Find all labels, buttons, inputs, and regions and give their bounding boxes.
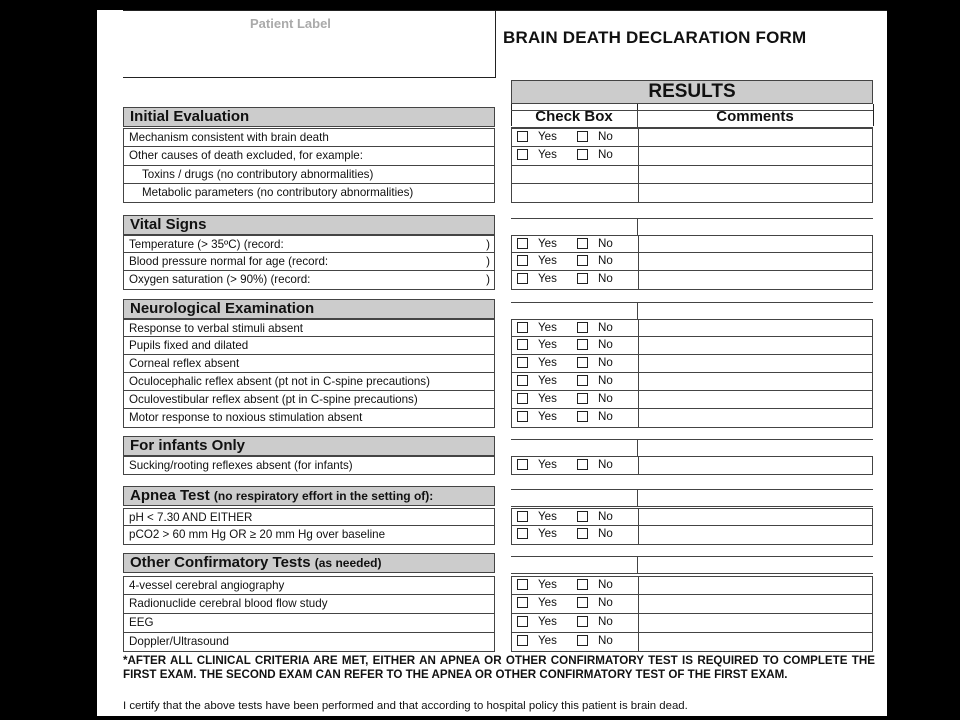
- results-spacer-row: [511, 302, 873, 320]
- result-row: [511, 337, 873, 355]
- results-right-border: [873, 104, 874, 126]
- section-header: [123, 215, 495, 235]
- no-checkbox[interactable]: [577, 149, 588, 160]
- criteria-row-label: [123, 235, 495, 253]
- criteria-text: Corneal reflex absent: [129, 357, 240, 370]
- no-checkbox[interactable]: [577, 616, 588, 627]
- criteria-text: Oculocephalic reflex absent (pt not in C-spine precautions): [129, 375, 430, 388]
- criteria-text: Mechanism consistent with brain death: [129, 131, 329, 144]
- result-row: [511, 355, 873, 373]
- section-title: Other Confirmatory Tests: [130, 554, 311, 571]
- yes-label: Yes: [538, 392, 557, 405]
- criteria-text: pCO2 > 60 mm Hg OR ≥ 20 mm Hg over baseline: [129, 528, 386, 541]
- checkbox-column-header: Check Box: [535, 108, 613, 125]
- no-checkbox[interactable]: [577, 635, 588, 646]
- no-label: No: [598, 510, 613, 523]
- yes-checkbox[interactable]: [517, 375, 528, 386]
- comments-column-header: Comments: [716, 108, 794, 125]
- result-row: [511, 128, 873, 147]
- criteria-row-label: [123, 184, 495, 203]
- no-label: No: [598, 338, 613, 351]
- yes-checkbox[interactable]: [517, 149, 528, 160]
- header-divider: [495, 10, 496, 78]
- result-row: [511, 633, 873, 652]
- comments-cell[interactable]: [639, 320, 872, 336]
- yes-checkbox[interactable]: [517, 339, 528, 350]
- yes-checkbox[interactable]: [517, 616, 528, 627]
- criteria-row-label: [123, 409, 495, 428]
- result-row: [511, 391, 873, 409]
- section-header: [123, 107, 495, 127]
- yes-checkbox[interactable]: [517, 511, 528, 522]
- no-label: No: [598, 321, 613, 334]
- yes-label: Yes: [538, 254, 557, 267]
- yes-checkbox[interactable]: [517, 597, 528, 608]
- result-row: [511, 147, 873, 166]
- comments-cell[interactable]: [639, 509, 872, 525]
- criteria-text: Other causes of death excluded, for example:: [129, 149, 363, 162]
- criteria-row-label: [123, 373, 495, 391]
- no-checkbox[interactable]: [577, 273, 588, 284]
- no-label: No: [598, 374, 613, 387]
- result-row: [511, 373, 873, 391]
- footnote: *AFTER ALL CLINICAL CRITERIA ARE MET, EITHER AN APNEA OR OTHER CONFIRMATORY TEST IS REQUIRED TO COMPLETE THE FIRST EXAM. THE SECOND EXAM CAN REFER TO THE APNEA OR OTHER CONFIRMATORY TEST OF THE FIRST EXAM.: [123, 654, 875, 681]
- yes-checkbox[interactable]: [517, 255, 528, 266]
- no-checkbox[interactable]: [577, 579, 588, 590]
- results-divider: [637, 490, 638, 506]
- yes-checkbox[interactable]: [517, 238, 528, 249]
- header-top-rule: [123, 10, 887, 11]
- criteria-text: Sucking/rooting reflexes absent (for infants): [129, 459, 353, 472]
- yes-checkbox[interactable]: [517, 411, 528, 422]
- yes-label: Yes: [538, 130, 557, 143]
- criteria-row-label: [123, 128, 495, 147]
- results-spacer-row: [511, 110, 873, 128]
- criteria-row-label: [123, 595, 495, 614]
- yes-label: Yes: [538, 458, 557, 471]
- no-label: No: [598, 458, 613, 471]
- section-header: [123, 486, 495, 506]
- results-spacer-row: [511, 556, 873, 574]
- no-checkbox[interactable]: [577, 322, 588, 333]
- record-close-paren: ): [486, 255, 490, 268]
- no-label: No: [598, 130, 613, 143]
- results-divider: [637, 440, 638, 456]
- section-header: [123, 553, 495, 573]
- criteria-text: Response to verbal stimuli absent: [129, 322, 303, 335]
- criteria-row-label: [123, 633, 495, 652]
- yes-label: Yes: [538, 578, 557, 591]
- yes-label: Yes: [538, 596, 557, 609]
- yes-label: Yes: [538, 410, 557, 423]
- criteria-text: Oxygen saturation (> 90%) (record:: [129, 273, 311, 286]
- no-label: No: [598, 237, 613, 250]
- yes-label: Yes: [538, 272, 557, 285]
- criteria-text: Doppler/Ultrasound: [129, 635, 229, 648]
- section-title: Apnea Test: [130, 487, 210, 504]
- result-row: [511, 526, 873, 545]
- comments-cell[interactable]: [639, 373, 872, 390]
- criteria-row-label: [123, 355, 495, 373]
- header-bottom-rule: [123, 77, 495, 78]
- yes-checkbox[interactable]: [517, 357, 528, 368]
- no-label: No: [598, 148, 613, 161]
- results-divider: [637, 219, 638, 235]
- comments-cell[interactable]: [639, 271, 872, 289]
- yes-checkbox[interactable]: [517, 131, 528, 142]
- no-checkbox[interactable]: [577, 339, 588, 350]
- no-label: No: [598, 410, 613, 423]
- result-row: [511, 253, 873, 271]
- result-row: [511, 271, 873, 290]
- criteria-text: Metabolic parameters (no contributory abnormalities): [142, 186, 414, 199]
- result-row: [511, 319, 873, 337]
- section-title: Initial Evaluation: [130, 108, 250, 125]
- criteria-text: Motor response to noxious stimulation absent: [129, 411, 363, 424]
- record-close-paren: ): [486, 238, 490, 251]
- yes-checkbox[interactable]: [517, 393, 528, 404]
- yes-label: Yes: [538, 510, 557, 523]
- no-checkbox[interactable]: [577, 393, 588, 404]
- result-row: [511, 166, 873, 184]
- yes-label: Yes: [538, 356, 557, 369]
- yes-label: Yes: [538, 321, 557, 334]
- yes-checkbox[interactable]: [517, 273, 528, 284]
- section-title: For infants Only: [130, 437, 246, 454]
- criteria-text: Toxins / drugs (no contributory abnormalities): [142, 168, 374, 181]
- result-row: [511, 235, 873, 253]
- yes-label: Yes: [538, 148, 557, 161]
- no-label: No: [598, 254, 613, 267]
- yes-checkbox[interactable]: [517, 635, 528, 646]
- section-subtitle: (as needed): [314, 556, 382, 570]
- no-label: No: [598, 392, 613, 405]
- certification-statement: I certify that the above tests have been performed and that according to hospital policy this patient is brain dead.: [123, 700, 688, 712]
- no-checkbox[interactable]: [577, 238, 588, 249]
- form-page: [97, 10, 887, 716]
- no-checkbox[interactable]: [577, 528, 588, 539]
- patient-label: Patient Label: [250, 16, 331, 31]
- criteria-text: Pupils fixed and dilated: [129, 339, 249, 352]
- criteria-text: Radionuclide cerebral blood flow study: [129, 597, 328, 610]
- yes-label: Yes: [538, 374, 557, 387]
- no-checkbox[interactable]: [577, 597, 588, 608]
- no-label: No: [598, 615, 613, 628]
- no-label: No: [598, 634, 613, 647]
- comments-cell[interactable]: [639, 633, 872, 651]
- results-divider: [637, 111, 638, 127]
- no-label: No: [598, 356, 613, 369]
- criteria-text: pH < 7.30 AND EITHER: [129, 511, 253, 524]
- criteria-row-label: [123, 319, 495, 337]
- criteria-row-label: [123, 391, 495, 409]
- section-header: [123, 436, 495, 456]
- criteria-text: Blood pressure normal for age (record:: [129, 255, 329, 268]
- results-divider: [637, 303, 638, 319]
- criteria-row-label: [123, 508, 495, 526]
- no-checkbox[interactable]: [577, 459, 588, 470]
- no-checkbox[interactable]: [577, 375, 588, 386]
- criteria-row-label: [123, 456, 495, 475]
- no-checkbox[interactable]: [577, 411, 588, 422]
- result-row: [511, 614, 873, 633]
- result-row: [511, 456, 873, 475]
- comments-cell[interactable]: [639, 337, 872, 354]
- form-title: BRAIN DEATH DECLARATION FORM: [503, 28, 807, 47]
- section-title: Neurological Examination: [130, 300, 315, 317]
- criteria-row-label: [123, 526, 495, 545]
- criteria-row-label: [123, 337, 495, 355]
- criteria-row-label: [123, 147, 495, 166]
- yes-label: Yes: [538, 615, 557, 628]
- comments-cell[interactable]: [639, 253, 872, 270]
- no-checkbox[interactable]: [577, 255, 588, 266]
- criteria-row-label: [123, 166, 495, 184]
- comments-cell[interactable]: [639, 409, 872, 427]
- comments-cell[interactable]: [639, 147, 872, 165]
- no-checkbox[interactable]: [577, 131, 588, 142]
- results-divider: [637, 557, 638, 573]
- results-spacer-row: [511, 489, 873, 507]
- yes-checkbox[interactable]: [517, 322, 528, 333]
- section-title: Vital Signs: [130, 216, 207, 233]
- no-checkbox[interactable]: [577, 511, 588, 522]
- yes-label: Yes: [538, 634, 557, 647]
- comments-cell[interactable]: [639, 577, 872, 594]
- criteria-text: 4-vessel cerebral angiography: [129, 579, 285, 592]
- no-checkbox[interactable]: [577, 357, 588, 368]
- comments-cell[interactable]: [639, 614, 872, 632]
- comments-cell[interactable]: [639, 595, 872, 613]
- yes-checkbox[interactable]: [517, 528, 528, 539]
- criteria-text: Oculovestibular reflex absent (pt in C-spine precautions): [129, 393, 418, 406]
- comments-cell[interactable]: [639, 457, 872, 474]
- comments-cell[interactable]: [639, 236, 872, 252]
- comments-cell[interactable]: [639, 391, 872, 408]
- section-header: [123, 299, 495, 319]
- yes-checkbox[interactable]: [517, 579, 528, 590]
- no-label: No: [598, 596, 613, 609]
- section-subtitle: (no respiratory effort in the setting of):: [213, 489, 434, 503]
- criteria-row-label: [123, 576, 495, 595]
- comments-cell[interactable]: [639, 129, 872, 146]
- result-row: [511, 184, 873, 203]
- comments-cell[interactable]: [639, 526, 872, 544]
- comments-cell[interactable]: [639, 166, 872, 183]
- criteria-row-label: [123, 614, 495, 633]
- criteria-row-label: [123, 271, 495, 290]
- criteria-text: Temperature (> 35ºC) (record:: [129, 238, 284, 251]
- comments-cell[interactable]: [639, 184, 872, 202]
- comments-cell[interactable]: [639, 355, 872, 372]
- yes-label: Yes: [538, 527, 557, 540]
- yes-label: Yes: [538, 237, 557, 250]
- results-spacer-row: [511, 218, 873, 236]
- no-label: No: [598, 578, 613, 591]
- result-row: [511, 409, 873, 428]
- results-header: RESULTS: [511, 80, 873, 104]
- no-label: No: [598, 527, 613, 540]
- yes-label: Yes: [538, 338, 557, 351]
- criteria-row-label: [123, 253, 495, 271]
- result-row: [511, 576, 873, 595]
- yes-checkbox[interactable]: [517, 459, 528, 470]
- criteria-text: EEG: [129, 616, 154, 629]
- results-spacer-row: [511, 439, 873, 457]
- result-row: [511, 508, 873, 526]
- no-label: No: [598, 272, 613, 285]
- record-close-paren: ): [486, 273, 490, 286]
- result-row: [511, 595, 873, 614]
